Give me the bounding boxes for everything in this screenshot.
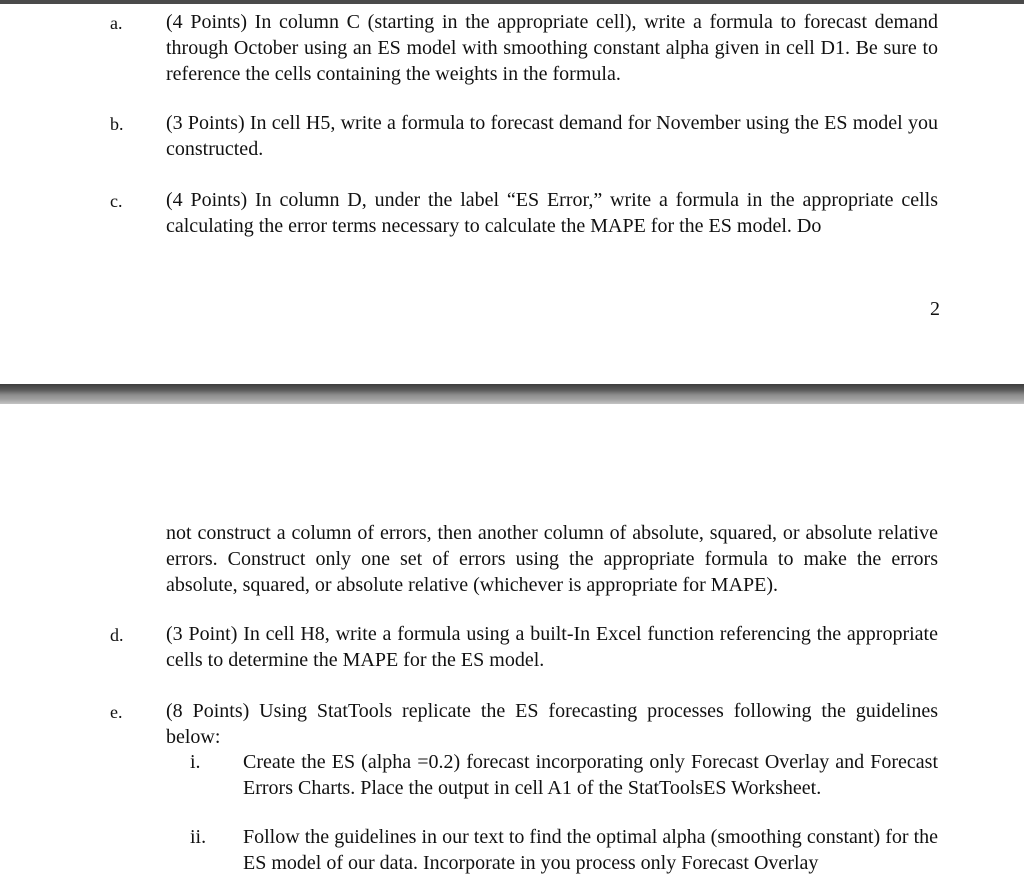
item-e-i-numeral: i. — [190, 751, 201, 773]
item-b-text: (3 Points) In cell H5, write a formula to forecast demand for November using the ES model you constructed. — [166, 112, 938, 160]
item-d-letter: d. — [110, 625, 124, 645]
page-top-edge — [0, 0, 1024, 4]
item-c-letter: c. — [110, 191, 123, 211]
item-c-continuation-text: not construct a column of errors, then another column of absolute, squared, or absolute relative errors. Construct only one set of errors using the appropriate formula to make the errors absolute, squared, or absolute relative (whichever is appropriate for MAPE). — [166, 522, 938, 596]
item-b-letter: b. — [110, 114, 124, 134]
page-break-divider — [0, 384, 1024, 404]
item-e-i-text: Create the ES (alpha =0.2) forecast incorporating only Forecast Overlay and Forecast Errors Charts. Place the output in cell A1 of the StatToolsES Worksheet. — [243, 751, 938, 799]
item-e-text: (8 Points) Using StatTools replicate the ES forecasting processes following the guidelines below: — [166, 700, 938, 748]
item-c-text: (4 Points) In column D, under the label “ES Error,” write a formula in the appropriate cells calculating the error terms necessary to calculate the MAPE for the ES model. Do — [166, 189, 938, 237]
item-a-text: (4 Points) In column C (starting in the appropriate cell), write a formula to forecast demand through October using an ES model with smoothing constant alpha given in cell D1. Be sure to reference the cells containing the weights in the formula. — [166, 11, 938, 85]
item-e-ii-text: Follow the guidelines in our text to find the optimal alpha (smoothing constant) for the ES model of our data. Incorporate in you process only Forecast Overlay — [243, 826, 938, 874]
page-number: 2 — [930, 298, 940, 320]
item-e-letter: e. — [110, 702, 123, 722]
item-a-letter: a. — [110, 13, 123, 33]
item-e-ii-numeral: ii. — [190, 826, 207, 848]
item-d-text: (3 Point) In cell H8, write a formula using a built-In Excel function referencing the appropriate cells to determine the MAPE for the ES model. — [166, 623, 938, 671]
